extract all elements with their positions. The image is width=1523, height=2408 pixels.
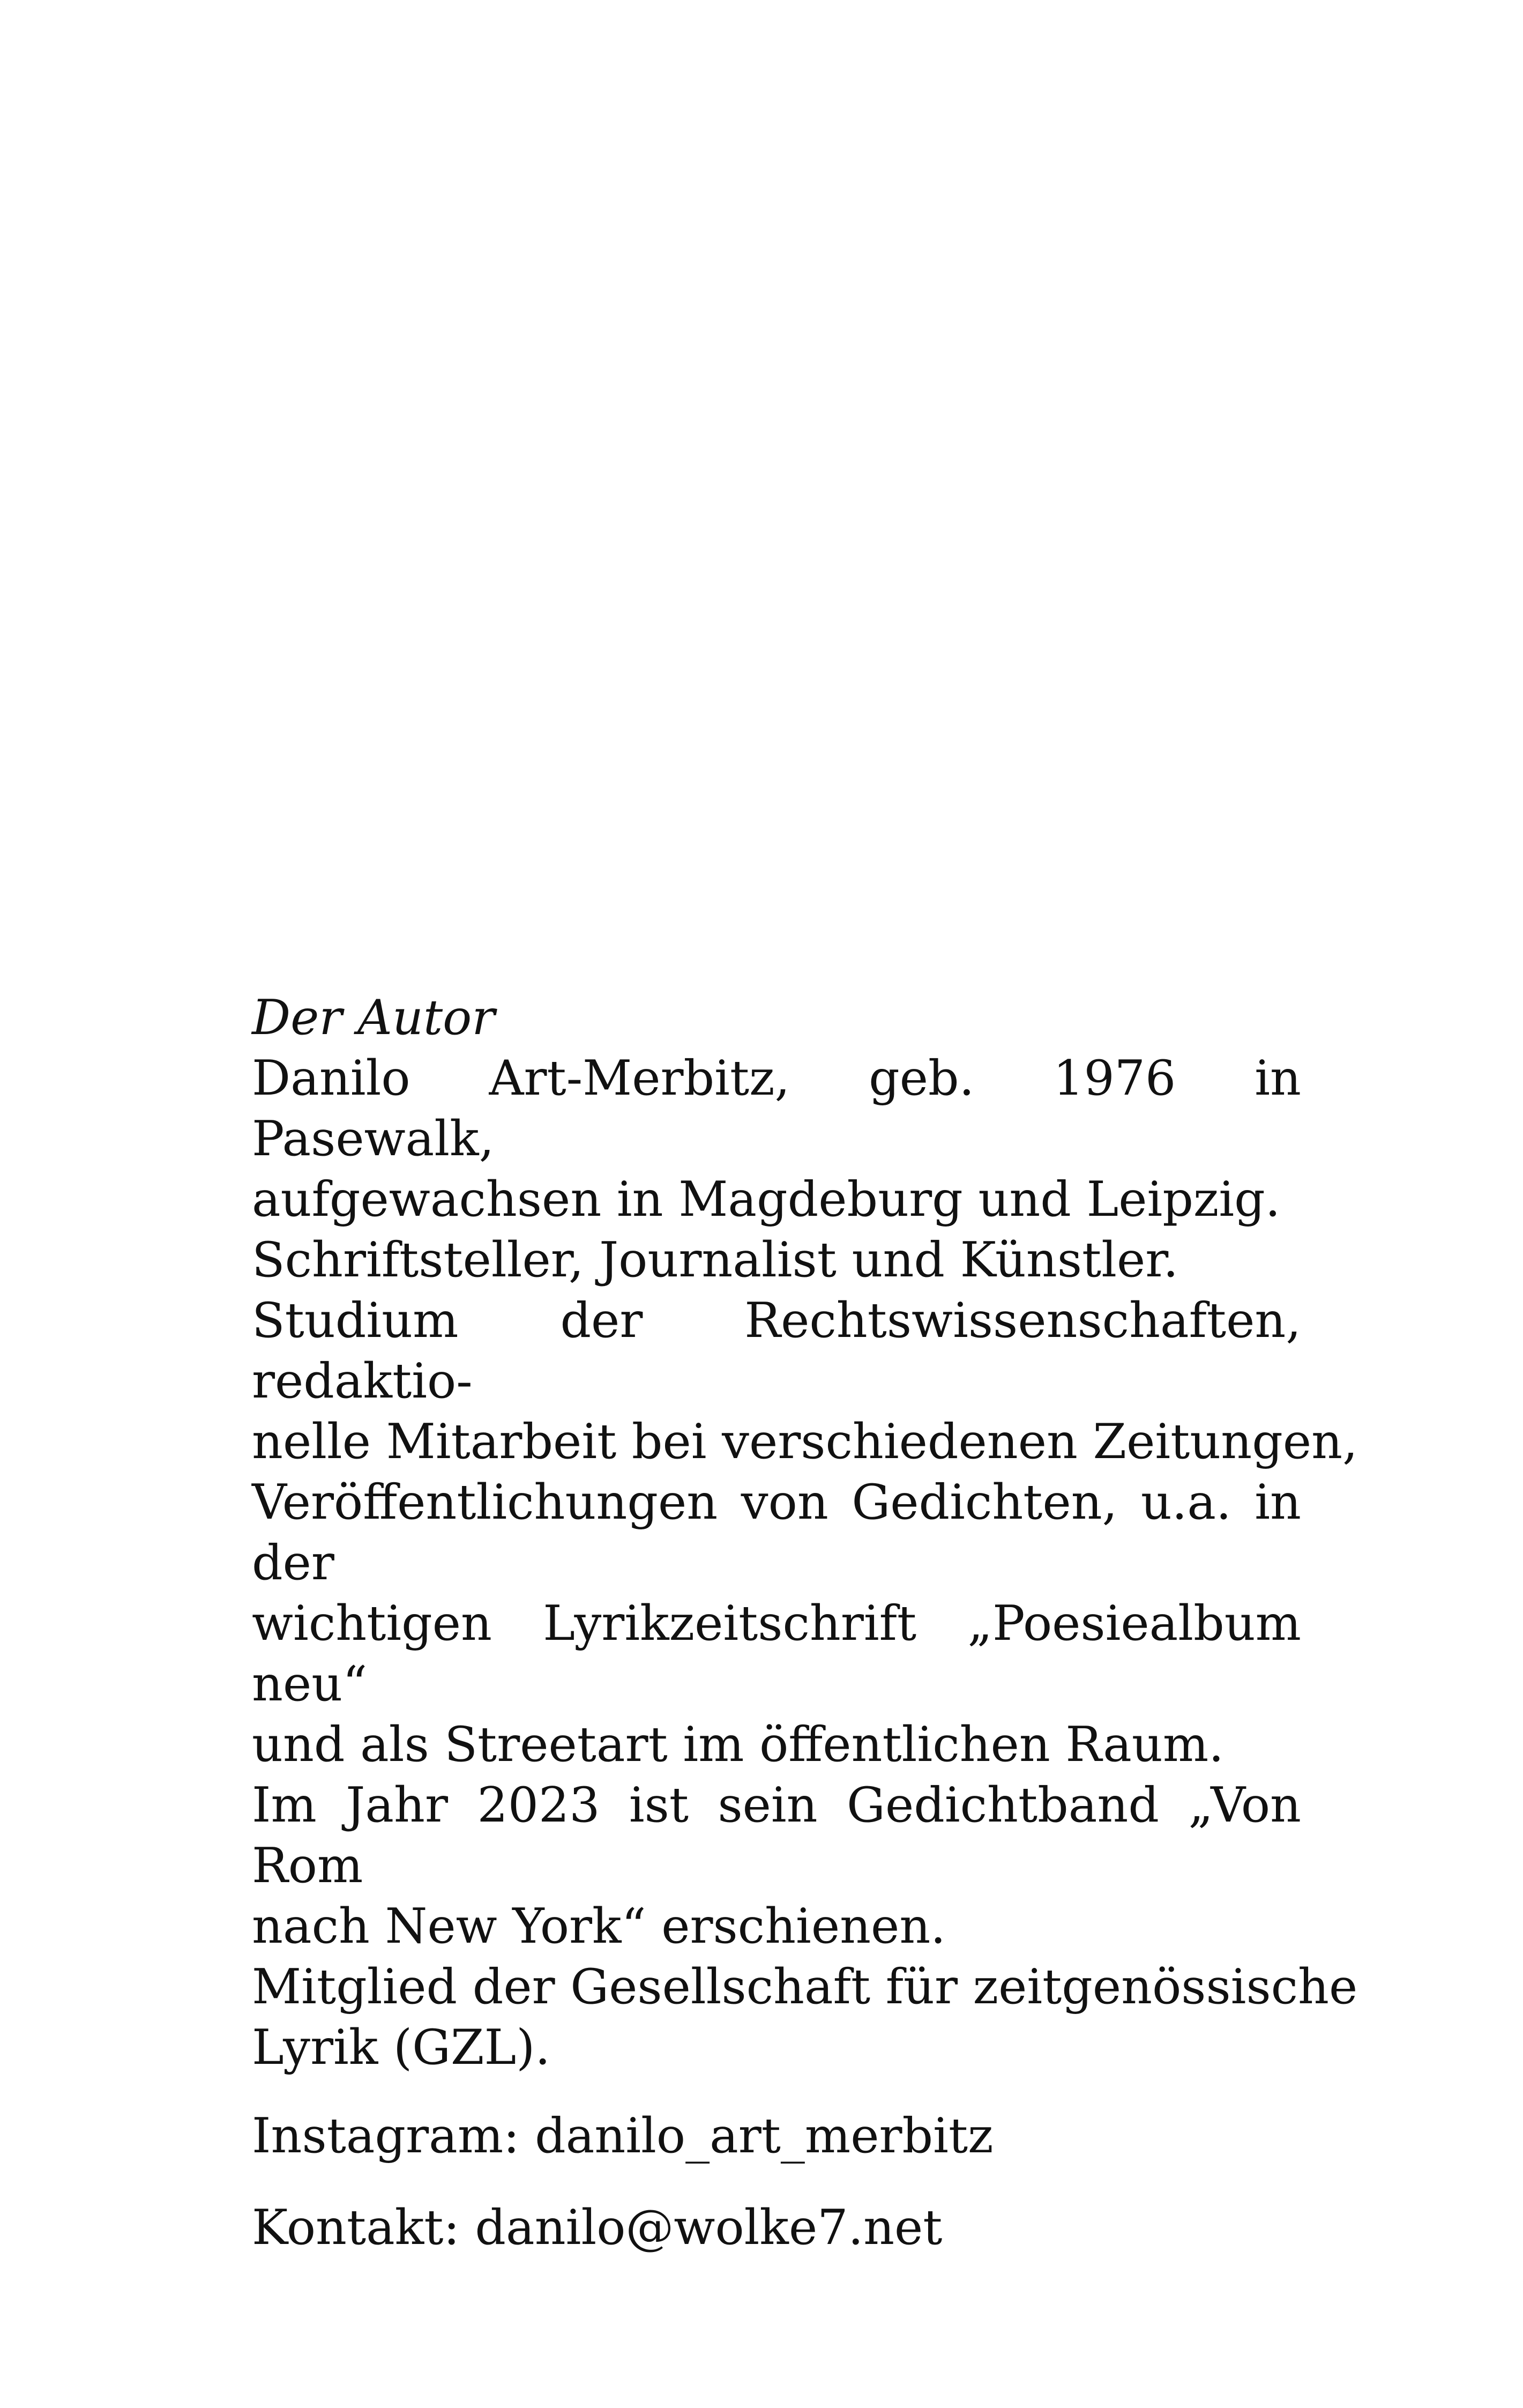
bio-line: nelle Mitarbeit bei verschiedenen Zeitungen, xyxy=(252,1414,1358,1470)
instagram-handle: Instagram: danilo_art_merbitz xyxy=(252,2108,994,2164)
bio-line: aufgewachsen in Magdeburg und Leipzig. xyxy=(252,1171,1281,1228)
bio-line: und als Streetart im öffentlichen Raum. xyxy=(252,1716,1224,1773)
bio-line: Danilo Art-Merbitz, geb. 1976 in Pasewalk, xyxy=(252,1050,1301,1167)
bio-line: Mitglied der Gesellschaft für zeitgenössische xyxy=(252,1959,1358,2015)
author-bio-section xyxy=(252,987,1358,2258)
bio-line: Schriftsteller, Journalist und Künstler. xyxy=(252,1232,1178,1288)
bio-line: Veröffentlichungen von Gedichten, u.a. in der xyxy=(252,1474,1301,1591)
bio-line: Lyrik (GZL). xyxy=(252,2019,551,2076)
author-heading: Der Autor xyxy=(252,990,495,1046)
bio-line: wichtigen Lyrikzeitschrift „Poesiealbum neu“ xyxy=(252,1595,1301,1712)
bio-line: Studium der Rechtswissenschaften, redaktio- xyxy=(252,1292,1301,1409)
bio-line: Im Jahr 2023 ist sein Gedichtband „Von Rom xyxy=(252,1777,1301,1894)
contact-email: Kontakt: danilo@wolke7.net xyxy=(252,2199,943,2256)
bio-line: nach New York“ erschienen. xyxy=(252,1898,946,1954)
